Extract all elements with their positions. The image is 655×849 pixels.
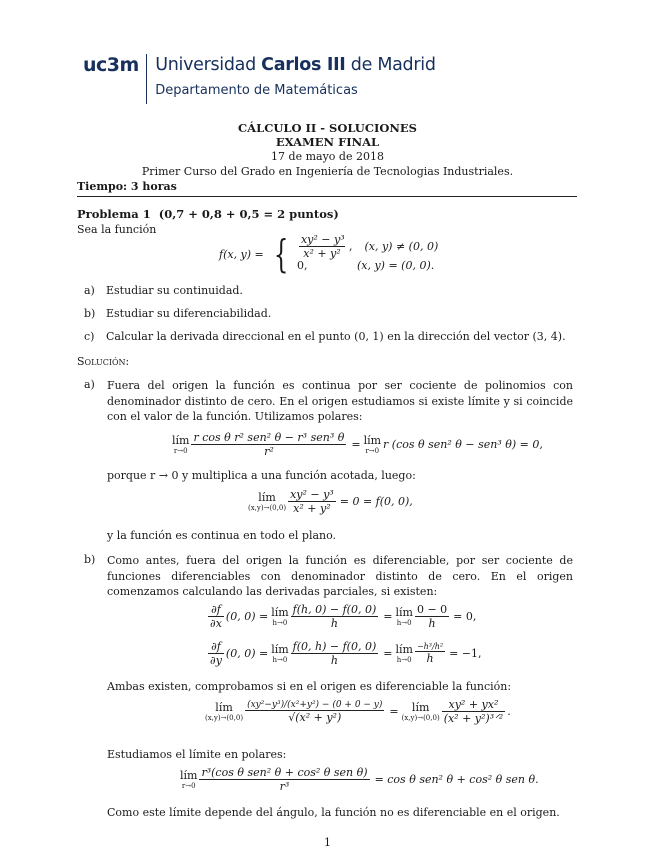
solution-a-label: a) bbox=[84, 378, 95, 391]
course-description: Primer Curso del Grado en Ingeniería de Tecnologias Industriales. bbox=[141, 165, 514, 178]
solution-heading: Solución: bbox=[77, 355, 130, 368]
solution-b-text-2: Ambas existen, comprobamos si en el origen es diferenciable la función: bbox=[107, 680, 512, 693]
task-b: b) Estudiar su diferenciabilidad. bbox=[84, 307, 272, 320]
problem-heading: Problema 1 (0,7 + 0,8 + 0,5 = 2 puntos) bbox=[77, 207, 339, 221]
cartesian-limit-equation: lím (x,y)→(0,0) $\frac{\text{xy² − y³}}{\text{x² + y²}}$ = 0 = f(0, 0), bbox=[248, 488, 413, 515]
solution-a-text: Fuera del origen la función es continua por ser cociente de polinomios con denominador distinto de cero. En el origen estudiamos si existe límite y si coincide con el valor de la función. Utilizamos polares: bbox=[107, 379, 573, 424]
function-definition: f(x, y) = { $\frac{\text{xy² − y³}}{\text{x² + y²}}$ , (x, y) ≠ (0, 0) 0, (x, y) = (0, 0). bbox=[219, 232, 439, 276]
uc3m-logo: uc3m bbox=[83, 54, 139, 76]
title-rule bbox=[77, 196, 577, 197]
polar-limit-equation: lím r→0 $\frac{\text{r cos θ r² sen² θ − r³ sen³ θ}}{\text{r²}}$ = lím r→0 r (cos θ sen² θ − sen³ θ) = 0, bbox=[172, 431, 543, 458]
solution-b-label: b) bbox=[84, 553, 96, 566]
solution-a-conclusion: y la función es continua en todo el plano. bbox=[107, 529, 337, 542]
differentiability-limit-equation: lím (x,y)→(0,0) $\frac{\text{(xy²−y³)/(x²+y²) − (0 + 0 − y)}}{\text{√(x² + y²)}}$ = lím (x,y)→(0,0) $\frac{\text{xy² + yx²}}{\text{(x² + y²)³ᐟ²}}$ . bbox=[205, 698, 511, 725]
polar-differentiability-equation: lím r→0 $\frac{\text{r³(cos θ sen² θ + cos² θ sen θ)}}{\text{r³}}$ = cos θ sen² θ + cos² θ sen θ. bbox=[180, 766, 539, 793]
task-c: c) Calcular la derivada direccional en el punto (0, 1) en la dirección del vector (3, 4). bbox=[84, 330, 566, 343]
university-name: Universidad Carlos III de Madrid bbox=[155, 55, 436, 75]
solution-b-text: Como antes, fuera del origen la función es diferenciable, por ser cociente de funciones diferenciables con denominador distinto de cero. En el origen comenzamos calculando las derivadas parciales, si existen: bbox=[107, 554, 573, 599]
university-header bbox=[83, 50, 436, 105]
problem-intro: Sea la función bbox=[77, 223, 157, 236]
exam-date: 17 de mayo de 2018 bbox=[271, 150, 384, 163]
task-a: a) Estudiar su continuidad. bbox=[84, 284, 243, 297]
course-title: CÁLCULO II - SOLUCIONES bbox=[238, 121, 417, 135]
solution-a-text-2: porque r → 0 y multiplica a una función acotada, luego: bbox=[107, 469, 416, 482]
exam-duration: Tiempo: 3 horas bbox=[77, 180, 177, 193]
department-name: Departamento de Matemáticas bbox=[155, 83, 358, 98]
solution-b-text-3: Estudiamos el límite en polares: bbox=[107, 748, 287, 761]
page-number: 1 bbox=[324, 836, 331, 849]
header-divider bbox=[146, 54, 147, 104]
partial-y-equation: $\frac{\partial f}{\partial y}$ (0, 0) = lím h→0 $\frac{f(0, h) - f(0, 0)}{h}$ = lím h→0 $\frac{\text{−h³/h²}}{h}$ = −1, bbox=[210, 640, 482, 667]
exam-title: EXAMEN FINAL bbox=[275, 135, 380, 149]
solution-b-conclusion: Como este límite depende del ángulo, la función no es diferenciable en el origen. bbox=[107, 806, 560, 819]
partial-x-equation: $\frac{\partial f}{\partial x}$ (0, 0) = lím h→0 $\frac{f(h, 0) - f(0, 0)}{h}$ = lím h→0 $\frac{0 - 0}{h}$ = 0, bbox=[210, 603, 477, 630]
